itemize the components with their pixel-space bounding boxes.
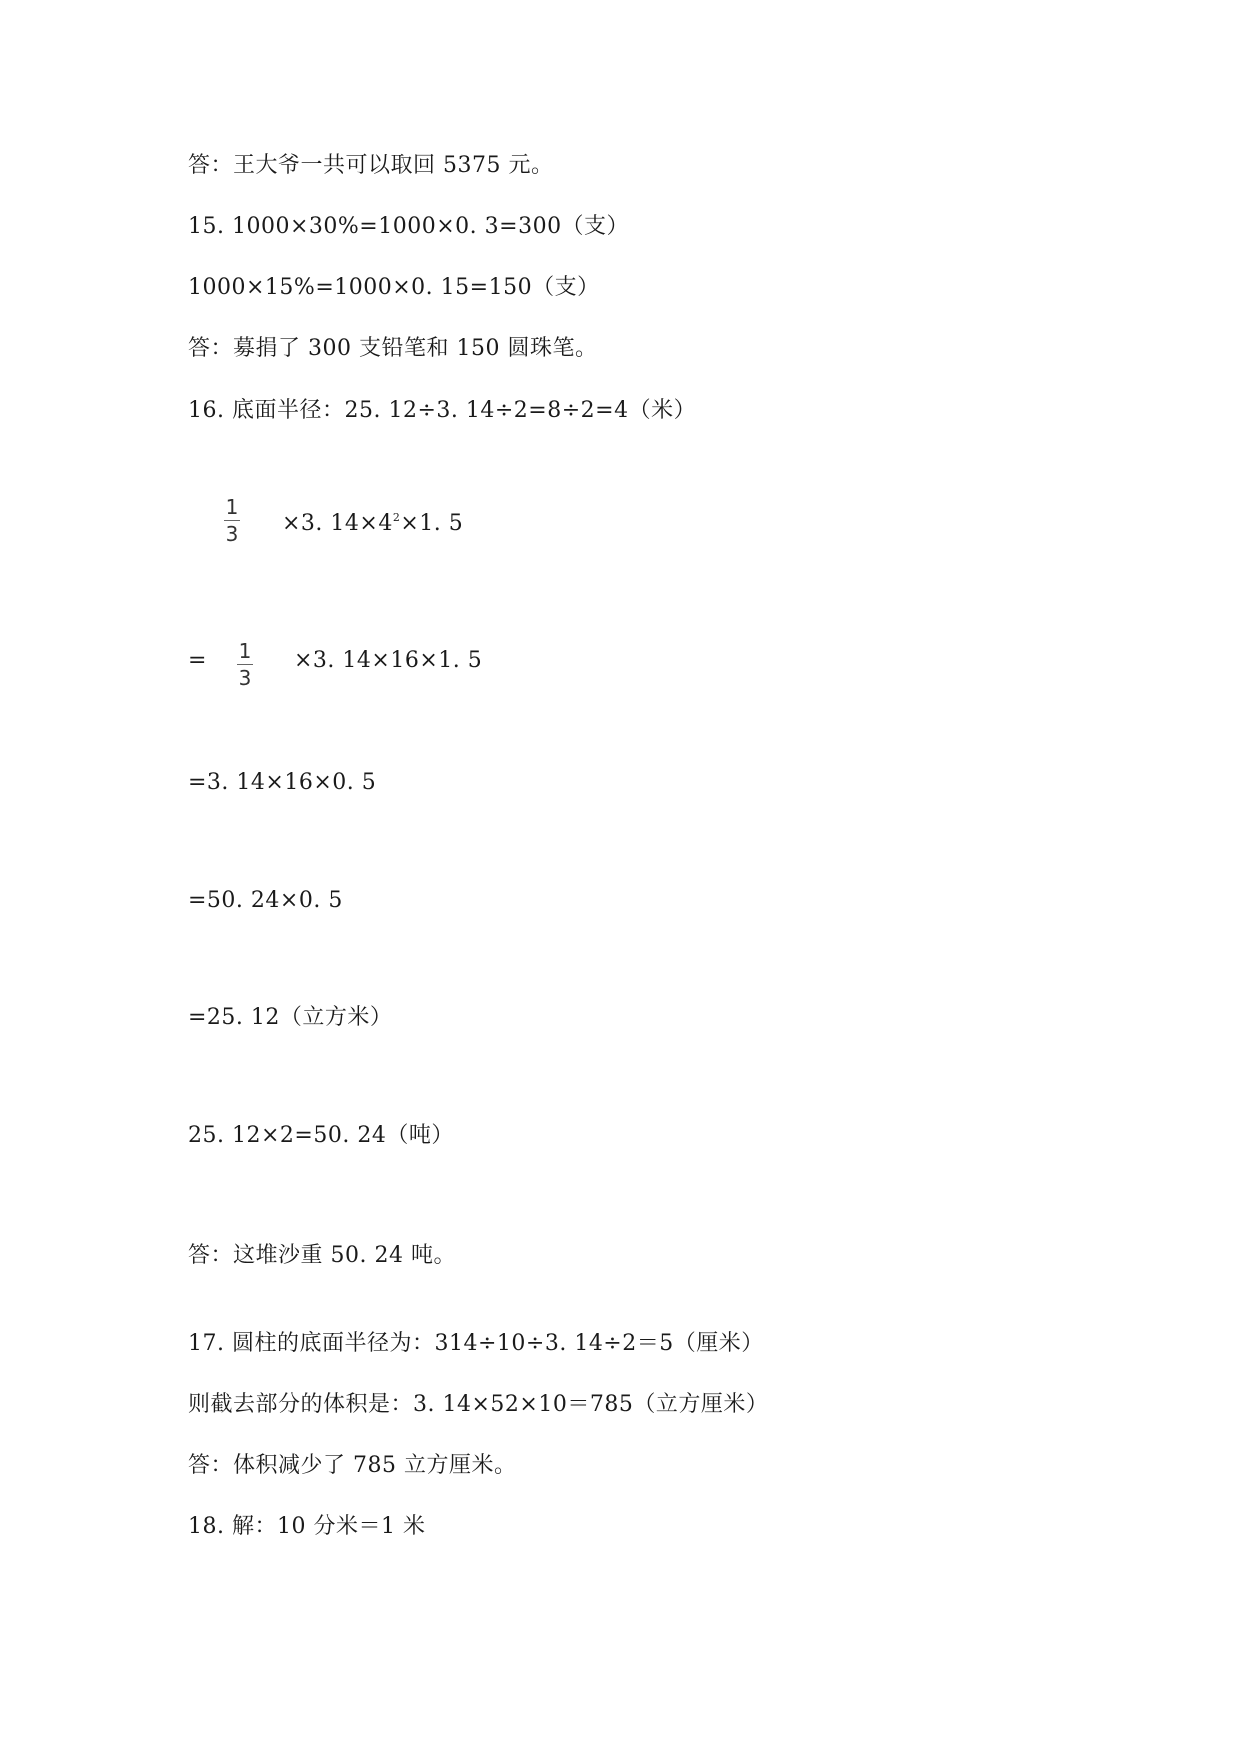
problem-16-line-1: 16. 底面半径：25. 12÷3. 14÷2=8÷2=4（米） xyxy=(188,398,697,423)
calc-step: =50. 24×0. 5 xyxy=(188,888,343,913)
volume-expression xyxy=(282,503,463,539)
answer-15: 答：募捐了 300 支铅笔和 150 圆珠笔。 xyxy=(188,336,598,361)
problem-17-line-1: 17. 圆柱的底面半径为：314÷10÷3. 14÷2＝5（厘米） xyxy=(188,1331,764,1356)
volume-expression: ×3. 14×16×1. 5 xyxy=(294,648,483,673)
equals-sign: = xyxy=(188,648,207,673)
problem-18-line-1: 18. 解：10 分米＝1 米 xyxy=(188,1514,426,1539)
answer-14: 答：王大爷一共可以取回 5375 元。 xyxy=(188,153,554,178)
fraction-one-third xyxy=(237,640,253,689)
problem-15-line-2: 1000×15%=1000×0. 15=150（支） xyxy=(188,275,600,300)
fraction-one-third xyxy=(224,496,240,545)
problem-15-line-1: 15. 1000×30%=1000×0. 3=300（支） xyxy=(188,214,630,239)
fraction-numerator: 1 xyxy=(225,495,239,519)
fraction-denominator: 3 xyxy=(225,522,239,546)
fraction-bar xyxy=(237,664,253,665)
expression-part: ×1. 5 xyxy=(400,511,464,536)
calc-step: =25. 12（立方米） xyxy=(188,1005,393,1030)
exponent: 2 xyxy=(392,511,401,524)
answer-16: 答：这堆沙重 50. 24 吨。 xyxy=(188,1243,456,1268)
expression-part: ×3. 14×4 xyxy=(282,511,393,536)
fraction-bar xyxy=(224,520,240,521)
calc-step: 25. 12×2=50. 24（吨） xyxy=(188,1123,454,1148)
fraction-numerator: 1 xyxy=(238,639,252,663)
answer-17: 答：体积减少了 785 立方厘米。 xyxy=(188,1453,517,1478)
calc-step: =3. 14×16×0. 5 xyxy=(188,770,377,795)
problem-17-line-2: 则截去部分的体积是：3. 14×52×10＝785（立方厘米） xyxy=(188,1392,769,1417)
fraction-denominator: 3 xyxy=(238,666,252,690)
